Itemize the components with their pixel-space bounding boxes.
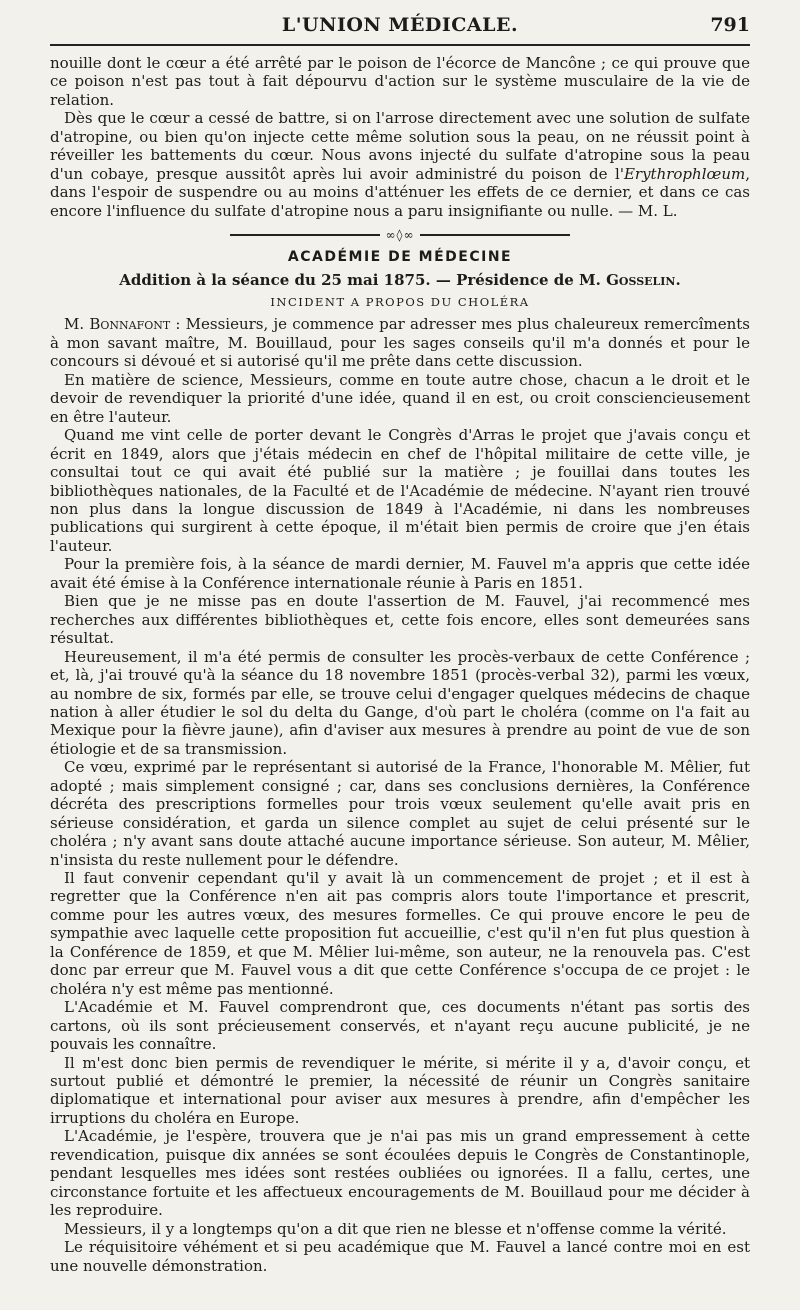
article-body xyxy=(50,54,750,1275)
subsection-title: INCIDENT A PROPOS DU CHOLÉRA xyxy=(270,294,530,309)
divider-line-right xyxy=(420,234,570,236)
speech-paragraph: En matière de science, Messieurs, comme en toute autre chose, chacun a le droit et le devoir de revendiquer la priorité d'une idée, quand il en est, ou croit consciencieusement en être l'auteur. xyxy=(50,370,750,426)
speech-paragraph: Ce vœu, exprimé par le représentant si autorisé de la France, l'honorable M. Mêlier, fut adopté ; mais simplement consigné ; car, dans ses conclusions dernières, la Conférence décréta des prescriptions formelles pour trois vœux seulement qu'elle avait pris en sérieuse considération, et garda un silence complet au sujet de celui présenté sur le choléra ; n'y avant sans doute attaché aucune importance sérieuse. Son auteur, M. Mêlier, n'insista du reste nullement pour le défendre. xyxy=(50,758,750,869)
speech-paragraph: M. Bonnafont : Messieurs, je commence par adresser mes plus chaleureux remercîments à mon savant maître, M. Bouillaud, pour les sages conseils qu'il m'a donnés et pour le concours si dévoué et si autorisé qu'il me prête dans cette discussion. xyxy=(50,315,750,371)
species-name: Erythrophlœum xyxy=(623,164,746,183)
session-line: Addition à la séance du 25 mai 1875. — Présidence de M. Gosselin. xyxy=(119,270,681,289)
intro-paragraph: Dès que le cœur a cessé de battre, si on l'arrose directement avec une solution de sulfate d'atropine, ou bien qu'on injecte cette même solution sous la peau, on ne réussit point à réveiller les battements du cœur. Nous avons injecté du sulfate d'atropine sous la peau d'un cobaye, presque aussitôt après lui avoir administré du poison de l'Erythrophlœum, dans l'espoir de suspendre ou au moins d'atténuer les effets de ce dernier, et dans ce cas encore l'influence du sulfate d'atropine nous a paru insignifiante ou nulle. — M. L. xyxy=(50,109,750,220)
speech-paragraph: Le réquisitoire véhément et si peu académique que M. Fauvel a lancé contre moi en est une nouvelle démonstration. xyxy=(50,1238,750,1275)
speech-paragraph: Quand me vint celle de porter devant le Congrès d'Arras le projet que j'avais conçu et écrit en 1849, alors que j'étais médecin en chef de l'hôpital militaire de cette ville, je consultai tout ce qui avait été publié sur la matière ; je fouillai dans toutes les bibliothèques nationales, de la Faculté et de l'Académie de médecine. N'ayant rien trouvé non plus dans la longue discussion de 1849 à l'Académie, ni dans les nombreuses publications qui surgirent à cette époque, il m'était bien permis de croire que j'en étais l'auteur. xyxy=(50,426,750,555)
running-title: L'UNION MÉDICALE. xyxy=(281,14,519,36)
speech-paragraph: L'Académie et M. Fauvel comprendront que, ces documents n'étant pas sortis des cartons, où ils sont précieusement conservés, et n'ayant reçu aucune publicité, je ne pouvais les connaître. xyxy=(50,998,750,1054)
section-divider xyxy=(50,224,750,246)
intro-paragraph: nouille dont le cœur a été arrêté par le poison de l'écorce de Mancône ; ce qui prouve que ce poison n'est pas tout à fait dépourvu d'action sur le système musculaire de la vie de relation. xyxy=(50,54,750,109)
running-header xyxy=(50,14,750,40)
speech-paragraph: Heureusement, il m'a été permis de consulter les procès-verbaux de cette Conférence ; et, là, j'ai trouvé qu'à la séance du 18 novembre 1851 (procès-verbal 32), parmi les vœux, au nombre de six, formés par elle, se trouve celui d'engager quelques médecins de chaque nation à aller étudier le sol du delta du Gange, d'où part le choléra (comme on l'a fait au Mexique pour la fièvre jaune), afin d'aviser aux mesures à prendre au point de vue de son étiologie et de sa transmission. xyxy=(50,647,750,758)
speech-paragraph: Messieurs, il y a longtemps qu'on a dit que rien ne blesse et n'offense comme la vérité. xyxy=(64,1219,727,1238)
page-number: 791 xyxy=(710,14,750,36)
speaker-name: M. Bonnafont xyxy=(64,315,171,334)
speech-paragraph: Il faut convenir cependant qu'il y avait là un commencement de projet ; et il est à regretter que la Conférence n'en ait pas compris alors toute l'importance et prescrit, comme pour les autres vœux, des mesures formelles. Ce qui prouve encore le peu de sympathie avec laquelle cette proposition fut accueillie, c'est qu'il n'en fut plus question à la Conférence de 1859, et que M. Mêlier lui-même, son auteur, ne la renouvela pas. C'est donc par erreur que M. Fauvel vous a dit que cette Conférence s'occupa de ce projet : le choléra n'y est même pas mentionné. xyxy=(50,869,750,998)
divider-ornament: ∞◊∞ xyxy=(385,227,415,242)
section-title: ACADÉMIE DE MÉDECINE xyxy=(287,249,513,266)
speech-paragraph: L'Académie, je l'espère, trouvera que je n'ai pas mis un grand empressement à cette revendication, puisque dix années se sont écoulées depuis le Congrès de Constantinople, pendant lesquelles mes idées sont restées oubliées ou ignorées. Il a fallu, certes, une circonstance fortuite et les affectueux encouragements de M. Bouillaud pour me décider à les reproduire. xyxy=(50,1127,750,1220)
speech-paragraph: Pour la première fois, à la séance de mardi dernier, M. Fauvel m'a appris que cette idée avait été émise à la Conférence internationale réunie à Paris en 1851. xyxy=(50,555,750,592)
divider-line-left xyxy=(230,234,380,236)
speech-paragraph: Bien que je ne misse pas en doute l'assertion de M. Fauvel, j'ai recommencé mes recherches aux différentes bibliothèques et, cette fois encore, elles sont demeurées sans résultat. xyxy=(50,592,750,648)
speech-paragraph: Il m'est donc bien permis de revendiquer le mérite, si mérite il y a, d'avoir conçu, et surtout publié et démontré le premier, la nécessité de réunir un Congrès sanitaire diplomatique et international pour aviser aux mesures à prendre, afin d'empêcher les irruptions du choléra en Europe. xyxy=(50,1053,750,1127)
president-name: Gosselin xyxy=(606,270,676,289)
header-rule xyxy=(50,44,750,46)
